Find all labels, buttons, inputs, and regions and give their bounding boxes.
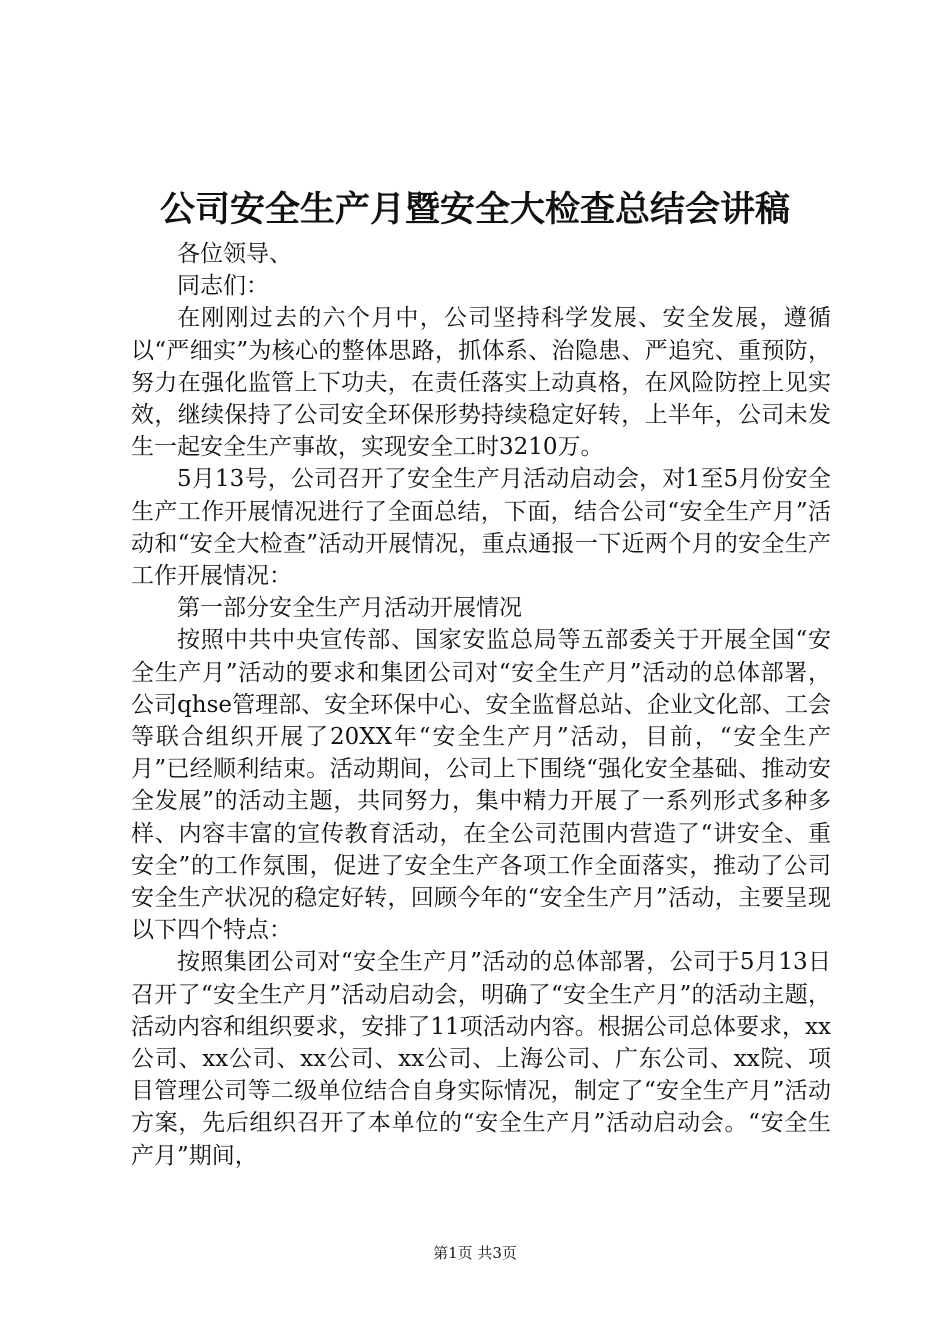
- paragraph-may-meeting: 5月13号，公司召开了安全生产月活动启动会，对1至5月份安全生产工作开展情况进行了全面总结，下面，结合公司“安全生产月”活动和“安全大检查”活动开展情况，重点通报一下近两个月的安全生产工作开展情况：: [131, 466, 831, 590]
- document-title: 公司安全生产月暨安全大检查总结会讲稿: [159, 189, 790, 230]
- section-heading-part-one: 第一部分安全生产月活动开展情况: [177, 595, 522, 622]
- paragraph-activity-overview: 按照中共中央宣传部、国家安监总局等五部委关于开展全国“安全生产月”活动的要求和集团公司对“安全生产月”活动的总体部署，公司qhse管理部、安全环保中心、安全监督总站、企业文化部、工会等联合组织开展了20XX年“安全生产月”活动，目前，“安全生产月”已经顺利结束。活动期间，公司上下围绕“强化安全基础、推动安全发展”的活动主题，共同努力，集中精力开展了一系列形式多种多样、内容丰富的宣传教育活动，在全公司范围内营造了“讲安全、重安全”的工作氛围，促进了安全生产各项工作全面落实，推动了公司安全生产状况的稳定好转，回顾今年的“安全生产月”活动，主要呈现以下四个特点：: [131, 627, 831, 944]
- document-body: [131, 238, 831, 1172]
- paragraph-intro: 在刚刚过去的六个月中，公司坚持科学发展、安全发展，遵循以“严细实”为核心的整体思路，抓体系、治隐患、严追究、重预防，努力在强化监管上下功夫，在责任落实上动真格，在风险防控上见实效，继续保持了公司安全环保形势持续稳定好转，上半年，公司未发生一起安全生产事故，实现安全工时3210万。: [131, 305, 831, 461]
- page-number-footer: 第1页 共3页: [433, 1244, 517, 1262]
- salutation-comrades: 同志们：: [177, 273, 269, 300]
- salutation-leaders: 各位领导、: [177, 241, 292, 267]
- paragraph-deployment: 按照集团公司对“安全生产月”活动的总体部署，公司于5月13日召开了“安全生产月”活动启动会，明确了“安全生产月”的活动主题，活动内容和组织要求，安排了11项活动内容。根据公司总体要求，xx公司、xx公司、xx公司、xx公司、上海公司、广东公司、xx院、项目管理公司等二级单位结合自身实际情况，制定了“安全生产月”活动方案，先后组织召开了本单位的“安全生产月”活动启动会。“安全生产月”期间，: [131, 949, 831, 1169]
